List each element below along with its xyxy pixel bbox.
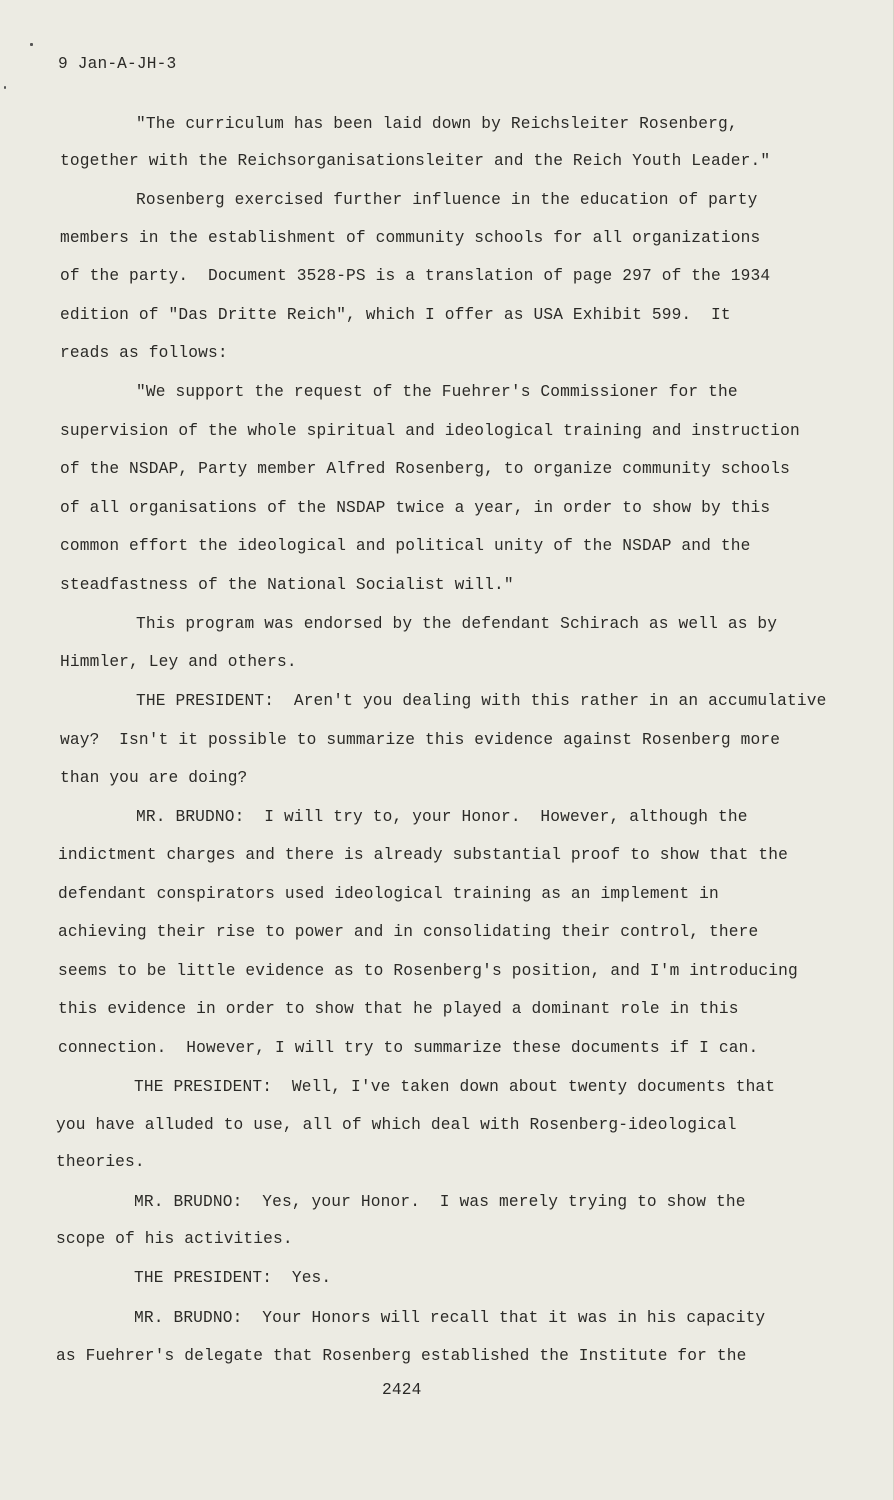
text-line: common effort the ideological and political unity of the NSDAP and the [60,537,751,555]
page-identifier: 9 Jan-A-JH-3 [58,55,177,73]
text-line: indictment charges and there is already substantial proof to show that the [58,846,788,864]
text-line: MR. BRUDNO: Your Honors will recall that it was in his capacity [134,1309,766,1327]
text-line: you have alluded to use, all of which deal with Rosenberg-ideological [56,1116,737,1134]
text-line: THE PRESIDENT: Well, I've taken down about twenty documents that [134,1078,776,1096]
text-line: way? Isn't it possible to summarize this evidence against Rosenberg more [60,731,781,749]
text-line: "The curriculum has been laid down by Reichsleiter Rosenberg, [136,115,738,133]
page-number: 2424 [382,1381,422,1399]
text-line: THE PRESIDENT: Aren't you dealing with this rather in an accumulative [136,692,827,710]
text-line: of the NSDAP, Party member Alfred Rosenberg, to organize community schools [60,460,790,478]
text-line: theories. [56,1153,145,1171]
text-line: together with the Reichsorganisationsleiter and the Reich Youth Leader." [60,152,771,170]
text-line: of the party. Document 3528-PS is a translation of page 297 of the 1934 [60,267,771,285]
text-line: seems to be little evidence as to Rosenberg's position, and I'm introducing [58,962,798,980]
text-line: steadfastness of the National Socialist will." [60,576,514,594]
text-line: THE PRESIDENT: Yes. [134,1269,332,1287]
text-line: defendant conspirators used ideological training as an implement in [58,885,719,903]
text-line: than you are doing? [60,769,248,787]
text-line: reads as follows: [60,344,228,362]
text-line: as Fuehrer's delegate that Rosenberg established the Institute for the [56,1347,747,1365]
text-line: of all organisations of the NSDAP twice a year, in order to show by this [60,499,771,517]
text-line: MR. BRUDNO: I will try to, your Honor. However, although the [136,808,748,826]
text-line: Himmler, Ley and others. [60,653,297,671]
text-line: connection. However, I will try to summarize these documents if I can. [58,1039,759,1057]
text-line: scope of his activities. [56,1230,293,1248]
text-line: edition of "Das Dritte Reich", which I offer as USA Exhibit 599. It [60,306,731,324]
text-line: Rosenberg exercised further influence in the education of party [136,191,758,209]
text-line: this evidence in order to show that he played a dominant role in this [58,1000,739,1018]
text-line: supervision of the whole spiritual and ideological training and instruction [60,422,800,440]
text-line: "We support the request of the Fuehrer's Commissioner for the [136,383,738,401]
text-line: MR. BRUDNO: Yes, your Honor. I was merely trying to show the [134,1193,746,1211]
text-line: achieving their rise to power and in consolidating their control, there [58,923,759,941]
text-line: members in the establishment of community schools for all organizations [60,229,761,247]
text-line: This program was endorsed by the defendant Schirach as well as by [136,615,778,633]
